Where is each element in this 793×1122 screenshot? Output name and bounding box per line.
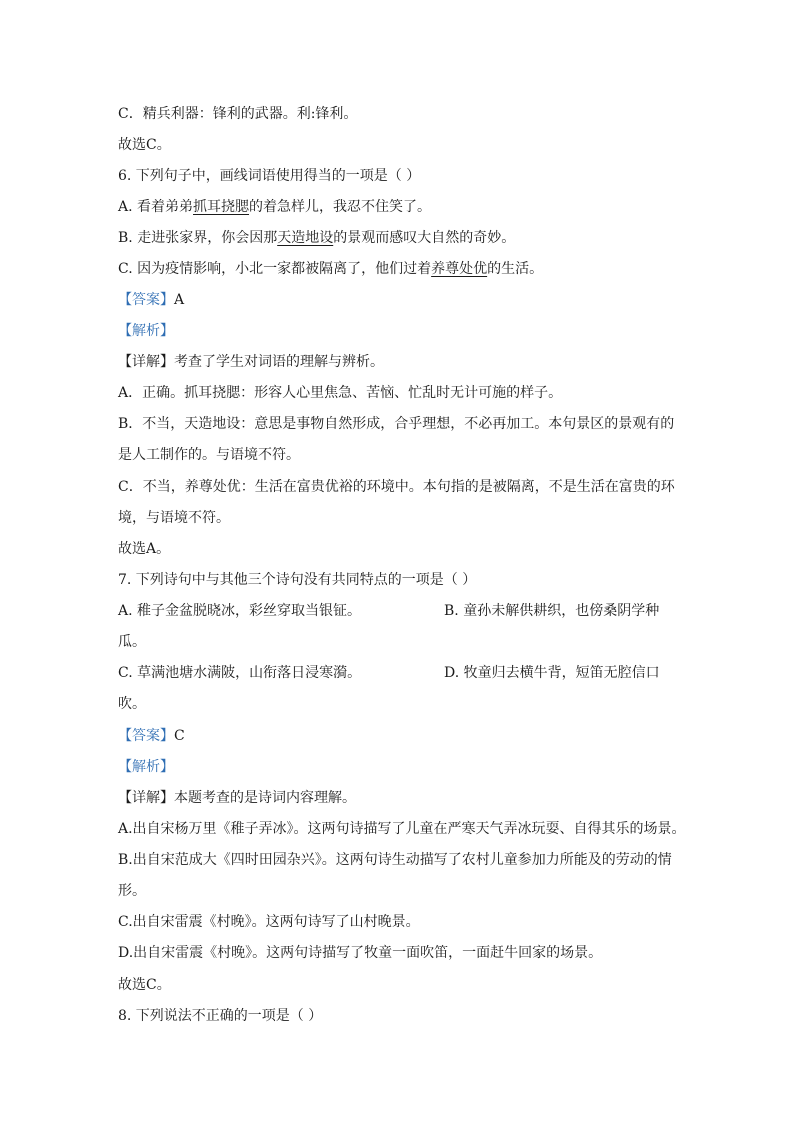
q5-conclusion: 故选C。: [118, 137, 171, 153]
q7-option-b-line1: B. 童孙未解供耕织，也傍桑阴学种: [444, 603, 660, 619]
q6-conclusion: 故选A。: [118, 541, 171, 557]
q6-option-c-underlined: 养尊处优: [431, 261, 488, 277]
q7-stem: 7. 下列诗句中与其他三个诗句没有共同特点的一项是（ ）: [118, 572, 477, 588]
detail-text: 考查了学生对词语的理解与辨析。: [174, 354, 384, 370]
answer-value: A: [174, 292, 185, 308]
q6-option-b-pre: B. 走进张家界，你会因那: [118, 230, 278, 246]
q7-option-b-line2: 瓜。: [118, 634, 146, 650]
q7-explain-b-line1: B.出自宋范成大《四时田园杂兴》。这两句诗生动描写了农村儿童参加力所能及的劳动的情: [118, 852, 672, 868]
q7-detail: [118, 788, 356, 808]
answer-tag: 【答案】: [118, 728, 174, 744]
q6-explain-b-line2: 是人工制作的。与语境不符。: [118, 447, 300, 463]
q6-option-c: [118, 259, 543, 279]
q6-option-b: [118, 228, 515, 248]
q6-option-b-post: 的景观而感叹大自然的奇妙。: [333, 230, 516, 246]
q6-option-c-pre: C. 因为疫情影响，小北一家都被隔离了，他们过着: [118, 261, 432, 277]
q7-explain-d: D.出自宋雷震《村晚》。这两句诗描写了牧童一面吹笛，一面赶牛回家的场景。: [118, 945, 603, 961]
q6-explain-a: A．正确。抓耳挠腮：形容人心里焦急、苦恼、忙乱时无计可施的样子。: [118, 385, 563, 401]
answer-tag: 【答案】: [118, 292, 174, 308]
q7-answer: [118, 726, 185, 746]
q6-analysis-tag: 【解析】: [118, 323, 174, 339]
q7-analysis-tag: 【解析】: [118, 759, 174, 775]
q7-option-d-line2: 吹。: [118, 696, 146, 712]
q7-conclusion: 故选C。: [118, 977, 171, 993]
q8-stem: 8. 下列说法不正确的一项是（ ）: [118, 1008, 323, 1024]
detail-tag: 【详解】: [118, 354, 174, 370]
q7-option-a: A. 稚子金盆脱晓冰，彩丝穿取当银钲。: [118, 603, 362, 619]
detail-text: 本题考查的是诗词内容理解。: [174, 790, 356, 806]
q6-explain-b-line1: B．不当，天造地设：意思是事物自然形成，合乎理想，不必再加工。本句景区的景观有的: [118, 416, 675, 432]
q7-explain-c: C.出自宋雷震《村晚》。这两句诗写了山村晚景。: [118, 914, 420, 930]
answer-value: C: [174, 728, 185, 744]
q6-explain-c-line1: C．不当，养尊处优：生活在富贵优裕的环境中。本句指的是被隔离，不是生活在富贵的环: [118, 479, 675, 495]
q6-detail: [118, 352, 384, 372]
q5-option-c: C．精兵利器：锋利的武器。利:锋利。: [118, 106, 358, 122]
q6-option-a: [118, 197, 431, 217]
q6-option-a-post: 的着急样儿，我忍不住笑了。: [249, 199, 432, 215]
q6-explain-c-line2: 境，与语境不符。: [118, 510, 230, 526]
q6-option-c-post: 的生活。: [487, 261, 544, 277]
q7-option-d-line1: D. 牧童归去横牛背，短笛无腔信口: [444, 665, 660, 681]
q6-option-a-pre: A. 看着弟弟: [118, 199, 194, 215]
q6-stem: 6. 下列句子中，画线词语使用得当的一项是（ ）: [118, 168, 421, 184]
detail-tag: 【详解】: [118, 790, 174, 806]
q7-explain-a: A.出自宋杨万里《稚子弄冰》。这两句诗描写了儿童在严寒天气弄冰玩耍、自得其乐的场景。: [118, 821, 686, 837]
q7-explain-b-line2: 形。: [118, 883, 146, 899]
q6-answer: [118, 290, 184, 310]
q6-option-b-underlined: 天造地设: [277, 230, 334, 246]
q7-option-c: C. 草满池塘水满陂，山衔落日浸寒漪。: [118, 665, 362, 681]
q6-option-a-underlined: 抓耳挠腮: [193, 199, 250, 215]
